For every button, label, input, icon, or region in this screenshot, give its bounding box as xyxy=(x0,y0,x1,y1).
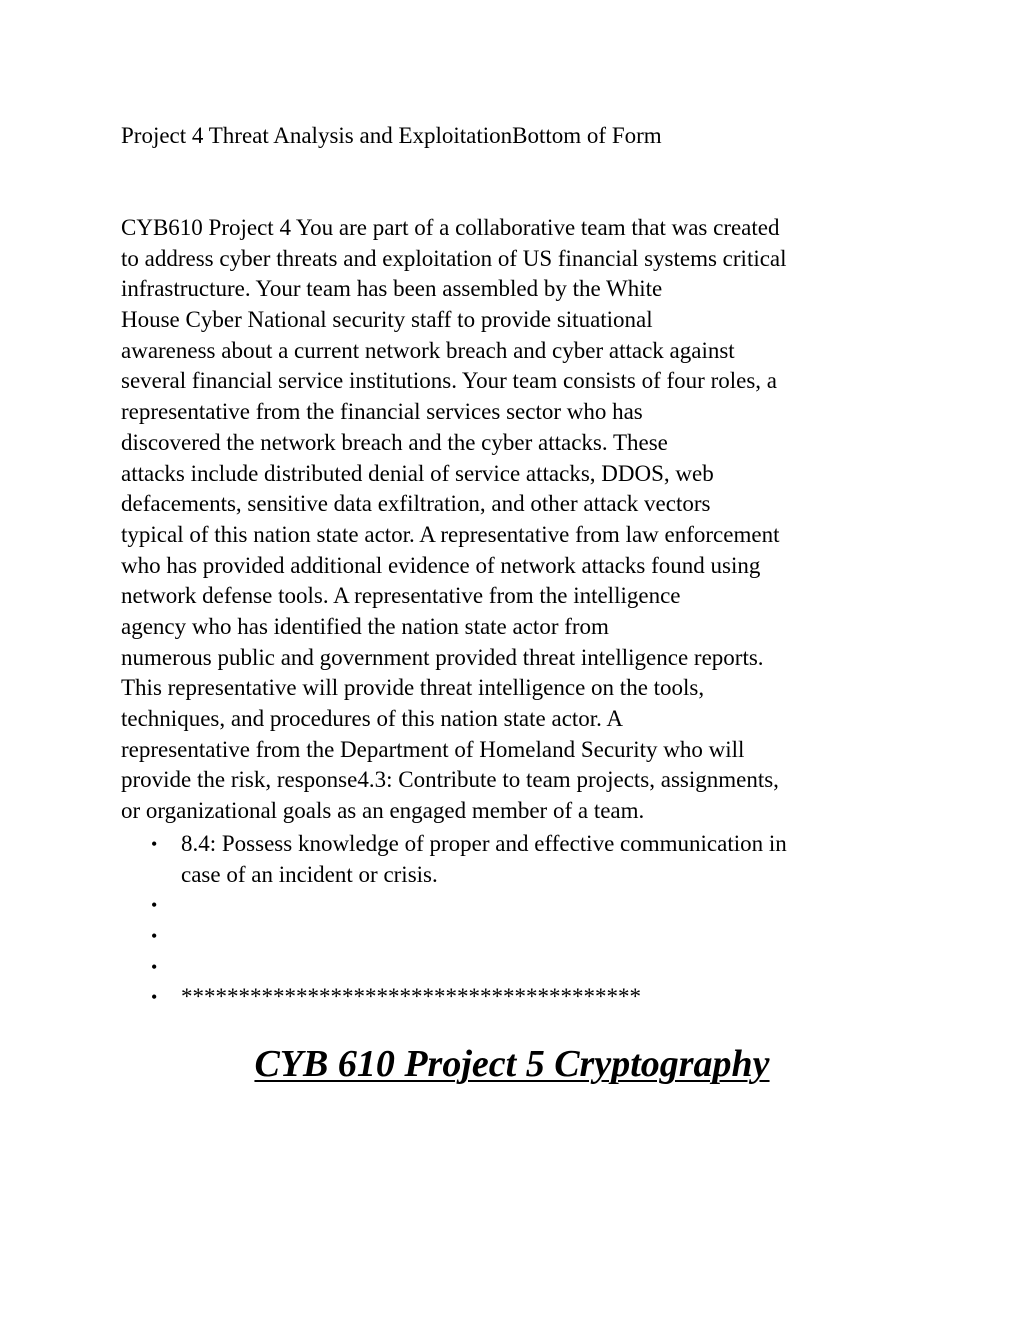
list-item-text xyxy=(181,921,911,952)
body-line: discovered the network breach and the cyber attacks. These xyxy=(121,429,668,455)
bullet-list xyxy=(121,829,911,1013)
list-item-text xyxy=(181,890,911,921)
list-item-line: case of an incident or crisis. xyxy=(181,861,438,887)
body-line: agency who has identified the nation state actor from xyxy=(121,613,609,639)
body-line: techniques, and procedures of this nation state actor. A xyxy=(121,706,624,731)
list-item-line: **************************************** xyxy=(181,984,641,1010)
body-line: or organizational goals as an engaged member of a team. xyxy=(121,798,645,824)
body-line: awareness about a current network breach and cyber attack against xyxy=(121,337,735,363)
list-item-text xyxy=(181,982,911,1013)
list-item-text xyxy=(181,829,911,890)
bullet-icon: • xyxy=(151,834,158,854)
body-line: several financial service institutions. Your team consists of four roles, a xyxy=(121,368,777,394)
body-line: infrastructure. Your team has been assembled by the White xyxy=(121,276,663,302)
list-item-text xyxy=(181,952,911,983)
list-item xyxy=(121,890,911,921)
list-item-line xyxy=(181,952,911,983)
body-line: representative from the Department of Homeland Security who will xyxy=(121,736,745,762)
body-line: numerous public and government provided threat intelligence reports. xyxy=(121,644,764,670)
body-line: defacements, sensitive data exfiltration, and other attack vectors xyxy=(121,491,711,517)
document-title-line: Project 4 Threat Analysis and ExploitationBottom of Form xyxy=(121,123,662,148)
bullet-icon: • xyxy=(151,956,158,977)
bullet-icon: • xyxy=(151,987,158,1008)
body-line: provide the risk, response4.3: Contribute to team projects, assignments, xyxy=(121,767,779,793)
list-item xyxy=(121,952,911,983)
list-item xyxy=(121,921,911,952)
body-line: House Cyber National security staff to provide situational xyxy=(121,307,653,333)
list-item xyxy=(121,982,911,1013)
body-line: This representative will provide threat intelligence on the tools, xyxy=(121,675,705,701)
list-item-line xyxy=(181,890,911,921)
body-paragraph xyxy=(121,213,787,827)
body-line: to address cyber threats and exploitation of US financial systems critical xyxy=(121,245,787,271)
list-item-line xyxy=(181,921,911,952)
list-item-line: 8.4: Possess knowledge of proper and effective communication in xyxy=(181,831,787,856)
bullet-icon: • xyxy=(151,926,158,947)
body-line: who has provided additional evidence of network attacks found using xyxy=(121,552,761,578)
list-item xyxy=(121,829,911,890)
body-line: CYB610 Project 4 You are part of a collaborative team that was created xyxy=(121,215,780,240)
bullet-icon: • xyxy=(151,895,158,916)
body-line: attacks include distributed denial of service attacks, DDOS, web xyxy=(121,460,714,486)
section-heading: CYB 610 Project 5 Cryptography xyxy=(254,1043,770,1085)
body-line: network defense tools. A representative from the intelligence xyxy=(121,583,681,609)
body-line: representative from the financial services sector who has xyxy=(121,399,643,425)
body-line: typical of this nation state actor. A representative from law enforcement xyxy=(121,521,780,547)
